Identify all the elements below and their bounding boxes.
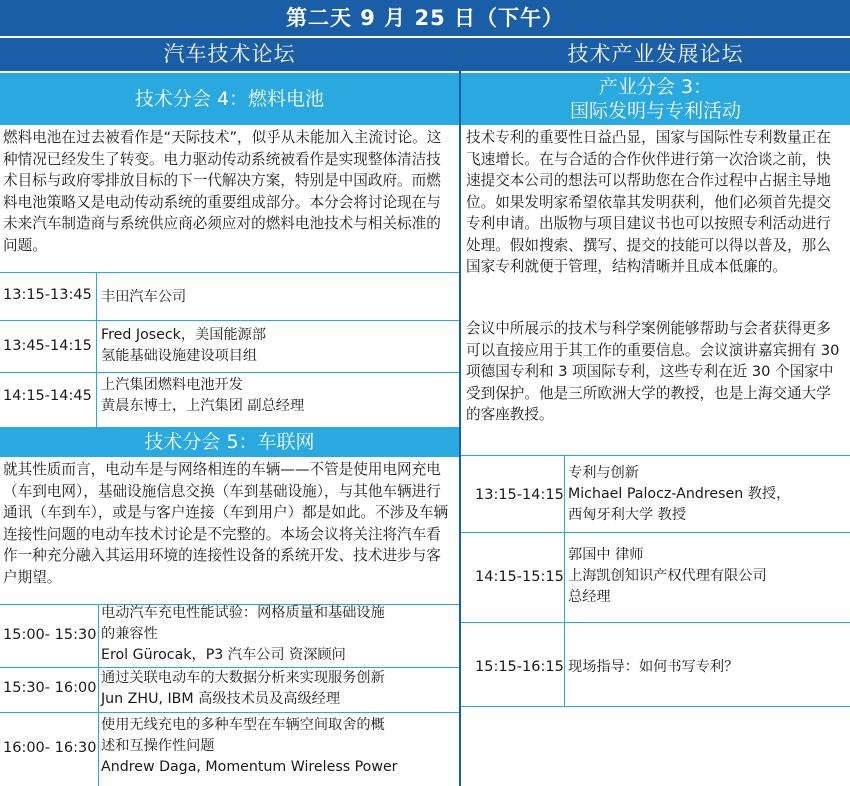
detail-line: 氢能基础设施建设项目组 [101, 348, 258, 364]
detail-line: 郭国中 律师 [568, 547, 644, 563]
detail-line: Jun ZHU, IBM 高级技术员及高级经理 [101, 691, 341, 707]
session3-item3-detail [568, 657, 738, 678]
session3-item1-time: 13:15-14:15 [475, 487, 564, 503]
cell-divider [96, 273, 97, 320]
detail-line: 上海凯创知识产权代理有限公司 [568, 568, 767, 584]
cell-divider [564, 533, 565, 622]
detail-line: 使用无线充电的多种车型在车辆空间取舍的概 [101, 717, 385, 733]
session4-description: 燃料电池在过去被看作是“天际技术”，似乎从未能加入主流讨论。这种情况已经发生了转变。电力驱动传动系统被看作是实现整体清洁技术目标与政府零排放目标的下一代解决方案，特别是中国政府。而燃料电池策略又是电动传动系统的重要组成部分。本分会将讨论现在与未来汽车制造商与系统供应商必须应对的燃料电池技术与相关标准的问题。 [3, 129, 442, 254]
day-header: 第二天 9 月 25 日（下午） [0, 0, 850, 36]
detail-line: 上汽集团燃料电池开发 [101, 377, 243, 393]
session3-item1-detail [568, 463, 790, 526]
detail-line: 黄晨东博士，上汽集团 副总经理 [101, 398, 305, 414]
cell-divider [96, 373, 97, 427]
session3-description-2: 会议中所展示的技术与科学案例能够帮助与会者获得更多可以直接应用于其工作的重要信息。会议演讲嘉宾拥有 30 项德国专利和 3 项国际专利，这些专利在近 30 个国家中受到保护。他是三所欧洲大学的教授，也是上海交通大学的客座教授。 [466, 320, 840, 423]
row-divider [0, 372, 459, 373]
column-divider [459, 38, 461, 786]
session3-item3-time: 15:15-16:15 [475, 659, 564, 675]
cell-divider [98, 713, 99, 786]
detail-line: 现场指导：如何书写专利？ [568, 659, 739, 675]
session4-item1-time: 13:15-13:45 [3, 287, 92, 303]
detail-line: Michael Palocz-Andresen 教授， [568, 486, 791, 502]
row-divider [0, 272, 459, 273]
cell-divider [96, 321, 97, 372]
session5-item1-detail [101, 603, 385, 666]
session4-item2-time: 13:45-14:15 [3, 338, 92, 354]
detail-line: Fred Joseck，美国能源部 [101, 327, 267, 343]
session4-item3-time: 14:15-14:45 [3, 388, 92, 404]
cell-divider [98, 605, 99, 667]
tech-industry-forum-title: 技术产业发展论坛 [461, 38, 850, 71]
row-divider [461, 455, 850, 456]
session4-item1-detail [101, 287, 186, 308]
session3-title-line1: 产业分会 3： [598, 76, 713, 98]
cell-divider [564, 456, 565, 532]
detail-line: 电动汽车充电性能试验：网格质量和基础设施 [101, 605, 385, 621]
detail-line: 述和互操作性问题 [101, 738, 215, 754]
session3-description-1: 技术专利的重要性日益凸显，国家与国际性专利数量正在飞速增长。在与合适的合作伙伴进行第一次洽谈之前，快速提交本公司的想法可以帮助您在合作过程中占据主导地位。如果发明家希望依靠其发明获利，他们必须首先提交专利申请。出版物与项目建议书也可以按照专利活动进行处理。假如搜索、撰写、提交的技能可以得以普及，那么国家专利就便于管理，结构清晰并且成本低廉的。 [466, 129, 831, 275]
session5-item2-detail [101, 668, 385, 710]
session3-item2-time: 14:15-15:15 [475, 569, 564, 585]
cell-divider [98, 668, 99, 712]
detail-line: 总经理 [568, 589, 611, 605]
cell-divider [564, 623, 565, 706]
session5-item3-detail [101, 715, 398, 778]
session4-item3-detail [101, 375, 304, 417]
row-divider [461, 706, 850, 707]
session5-item1-time: 15:00- 15:30 [3, 627, 97, 643]
detail-line: 西匈牙利大学 教授 [568, 507, 687, 523]
session3-item2-detail [568, 545, 767, 608]
session3-header [461, 73, 850, 125]
auto-tech-forum-title: 汽车技术论坛 [0, 38, 459, 71]
session5-description: 就其性质而言，电动车是与网络相连的车辆——不管是使用电网充电（车到电网），基础设施信息交换（车到基础设施），与其他车辆进行通讯（车到车），或是与客户连接（车到用户）都是如此。不涉及车辆连接性问题的电动车技术讨论是不完整的。本场会议将关注将汽车看作一种充分融入其运用环境的连接性设备的系统开发、技术进步与客户期望。 [3, 461, 449, 586]
detail-line: 通过关联电动车的大数据分析来实现服务创新 [101, 670, 385, 686]
row-divider [461, 622, 850, 623]
session5-item3-time: 16:00- 16:30 [3, 740, 97, 756]
session4-item2-detail [101, 325, 266, 367]
row-divider [0, 320, 459, 321]
row-divider [0, 712, 459, 713]
row-divider [461, 532, 850, 533]
detail-line: Andrew Daga, Momentum Wireless Power [101, 759, 398, 775]
detail-line: 丰田汽车公司 [101, 289, 187, 305]
detail-line: Erol Gürocak，P3 汽车公司 资深顾问 [101, 647, 346, 663]
session5-header: 技术分会 5：车联网 [0, 427, 459, 457]
detail-line: 专利与创新 [568, 465, 639, 481]
session3-title-line2: 国际发明与专利活动 [569, 100, 741, 122]
session5-item2-time: 15:30- 16:00 [3, 680, 97, 696]
session4-header: 技术分会 4：燃料电池 [0, 73, 459, 125]
detail-line: 的兼容性 [101, 626, 158, 642]
